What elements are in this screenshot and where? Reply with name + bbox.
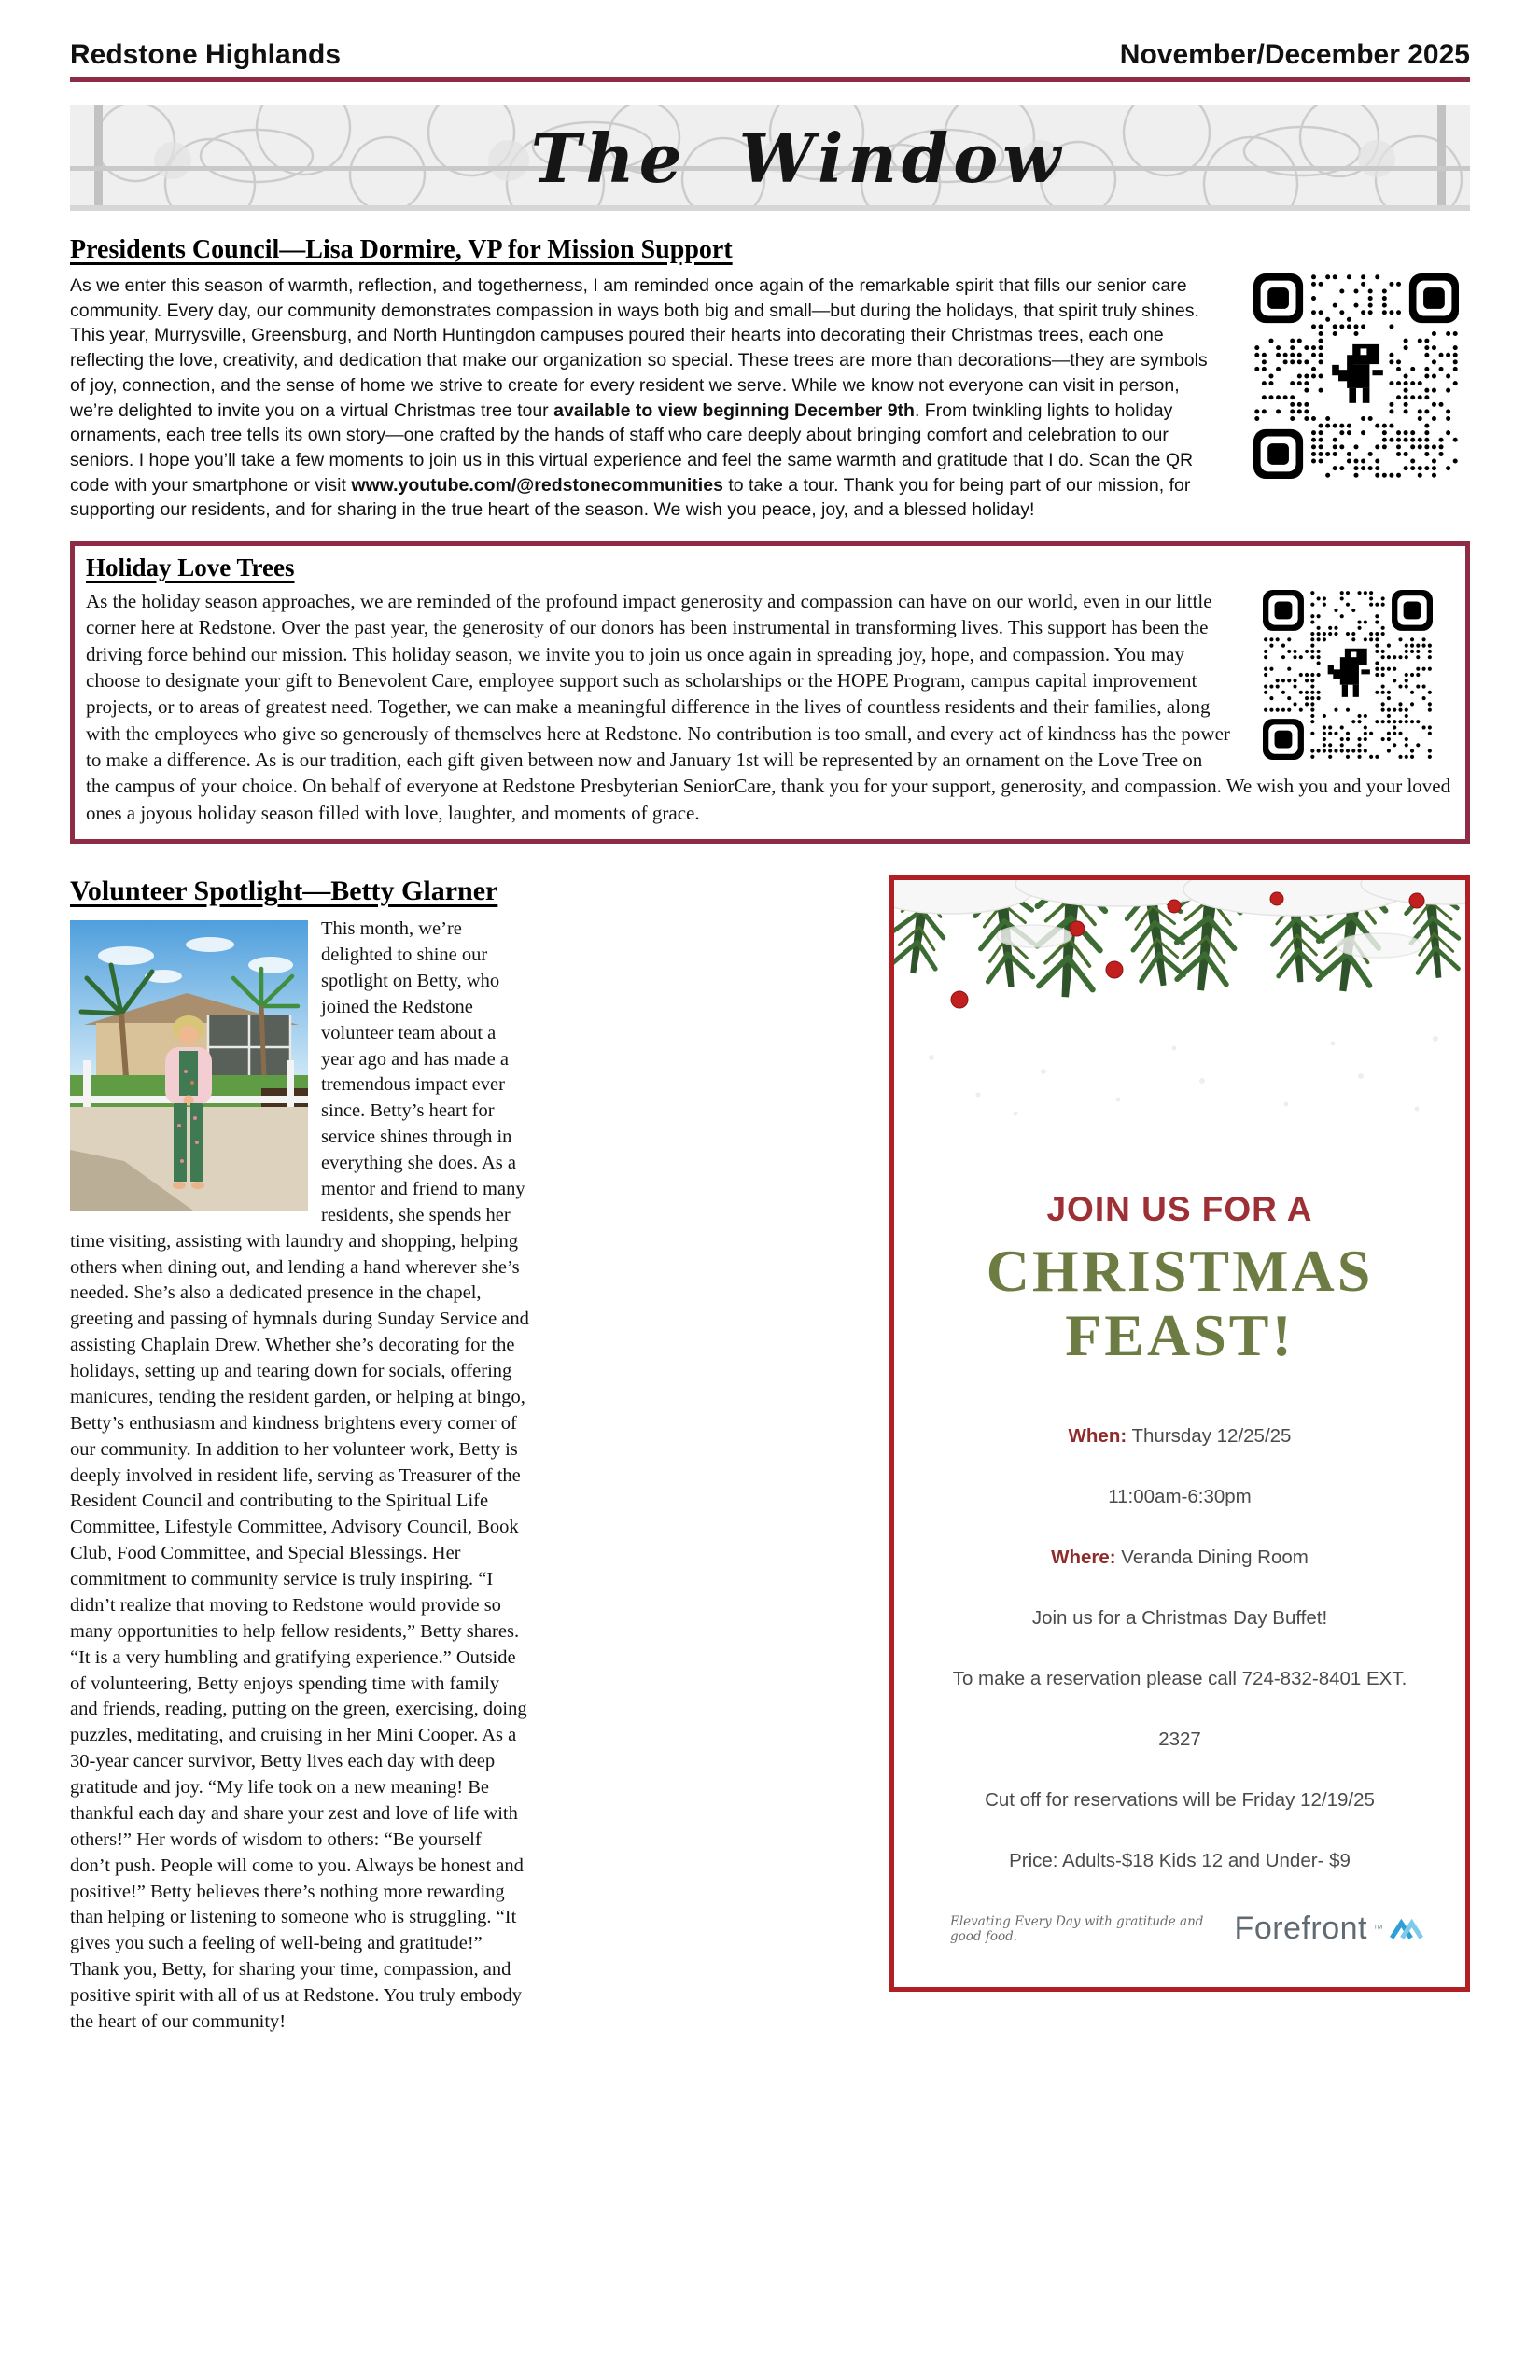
reservation-line: To make a reservation please call 724-832-8401 EXT. xyxy=(952,1668,1407,1690)
article-presidents-council xyxy=(70,235,1470,523)
when-line xyxy=(953,1425,1407,1448)
body-text: to take a tour. Thank you for being part of our mission, for supporting our residents, and for sharing in the true heart of the season. We wish you peace, joy, and a blessed holiday! xyxy=(70,474,1191,521)
article-heading: Volunteer Spotlight—Betty Glarner xyxy=(70,875,498,907)
forefront-logo xyxy=(1235,1911,1424,1947)
trademark-symbol: ™ xyxy=(1373,1923,1383,1935)
price-line: Price: Adults-$18 Kids 12 and Under- $9 xyxy=(1009,1850,1351,1872)
when-label: When: xyxy=(1068,1425,1127,1448)
where-value: Veranda Dining Room xyxy=(1115,1547,1309,1569)
buffet-line: Join us for a Christmas Day Buffet! xyxy=(1031,1607,1328,1630)
flyer-title-line2: FEAST! xyxy=(1065,1302,1295,1369)
where-label: Where: xyxy=(1051,1547,1116,1569)
qr-code-dinosaur-presidents xyxy=(1242,273,1470,479)
bold-tour-date: available to view beginning December 9th xyxy=(553,399,915,421)
masthead xyxy=(70,39,1470,71)
banner xyxy=(70,105,1470,211)
body-text: As we enter this season of warmth, reflection, and togetherness, I am reminded once again of the remarkable spirit that fills our senior care community. Every day, our community demonstrates compassion in ways both big and small—but during the holidays, that spirit truly shines. This year, Murrysville, Greensburg, and North Huntingdon campuses poured their hearts into decorating their Christmas trees, each one reflecting the love, creativity, and dedication that make our organization so special. These trees are more than decorations—they are symbols of joy, connection, and the sense of home we strive to create for every resident we serve. While we know not everyone can visit in person, we’re delighted to invite you on a virtual Christmas tree tour xyxy=(70,275,1208,421)
where-line xyxy=(953,1547,1407,1569)
flyer-title xyxy=(987,1239,1374,1367)
bottom-section xyxy=(70,875,1470,2036)
pine-garland-image xyxy=(894,880,1465,1140)
article-heading: Presidents Council—Lisa Dormire, VP for Mission Support xyxy=(70,235,733,264)
forefront-tagline: Elevating Every Day with gratitude and good food. xyxy=(950,1913,1204,1944)
issue-date: November/December 2025 xyxy=(1119,39,1470,70)
article-body: This month, we’re delighted to shine our spotlight on Betty, who joined the Redstone volunteer team about a year ago and has made a tremendous impact ever since. Betty’s heart for service shines through in everything she does. As a mentor and friend to many residents, she spends her time visiting, assisting with laundry and shopping, helping others when dining out, and lending a hand wherever she’s needed. She’s also a dedicated presence in the chapel, greeting and passing of hymnals during Sunday Service and assisting Chaplain Drew. Whether she’s decorating for the holidays, setting up and tearing down for socials, offering manicures, tending the resident garden, or helping at bingo, Betty’s enthusiasm and kindness brightens every corner of our community. In addition to her volunteer work, Betty is deeply involved in resident life, serving as Treasurer of the Resident Council and contributing to the Spiritual Life Committee, Lifestyle Committee, Advisory Council, Book Club, Food Committee, and Special Blessings. Her commitment to community service is truly inspiring. “I didn’t realize that moving to Redstone would provide so many opportunities to help fellow residents,” Betty shares. “It is a very humbling and gratifying experience.” Outside of volunteering, Betty enjoys spending time with family and friends, reading, putting on the green, exercising, doing puzzles, meditating, and cruising in her Mini Cooper. As a 30-year cancer survivor, Betty lives each day with deep gratitude and joy. “My life took on a new meaning! Be thankful each day and share your zest and love of life with others!” Her words of wisdom to others: “Be yourself—don’t push. People will come to you. Always be honest and positive!” Betty believes there’s nothing more rewarding than helping or listening to someone who is struggling. “It gives you such a feeling of well-being and gratitude!” Thank you, Betty, for sharing your time, compassion, and positive spirit with all of us at Redstone. You truly embody the heart of our community! xyxy=(70,918,529,2032)
qr-code-dinosaur-love-trees xyxy=(1243,590,1452,760)
cutoff-line: Cut off for reservations will be Friday 12/19/25 xyxy=(985,1789,1375,1812)
article-holiday-love-trees xyxy=(70,541,1470,844)
flyer-details xyxy=(953,1425,1407,1911)
masthead-rule xyxy=(70,77,1470,82)
body-text: . From twinkling lights to holiday ornaments, each tree tells its own story—one crafted by the hands of staff who care deeply about bringing comfort and celebration to our seniors. I hope you’ll take a few moments to join us in this virtual experience and feel the same warmth and gratitude that I do. Scan the QR code with your smartphone or visit xyxy=(70,399,1194,496)
publication-name: Redstone Highlands xyxy=(70,39,342,70)
when-value: Thursday 12/25/25 xyxy=(1127,1425,1292,1448)
extension-line: 2327 xyxy=(1158,1729,1201,1751)
christmas-feast-flyer xyxy=(889,875,1470,1992)
forefront-wordmark: Forefront xyxy=(1234,1911,1367,1947)
betty-photo xyxy=(70,920,308,1211)
double-chevron-icon xyxy=(1389,1916,1424,1942)
youtube-link[interactable]: www.youtube.com/@redstonecommunities xyxy=(351,474,723,496)
flyer-footer xyxy=(894,1911,1465,1992)
article-volunteer-spotlight xyxy=(70,875,529,2036)
article-heading: Holiday Love Trees xyxy=(86,553,295,582)
article-body: As the holiday season approaches, we are reminded of the profound impact generosity and compassion can have on our world, even in our little corner here at Redstone. Over the past year, the generosity of our donors has been instrumental in transforming lives. This support has been the driving force behind our mission. This holiday season, we invite you to join us once again in spreading joy, hope, and compassion. You may choose to designate your gift to Benevolent Care, employee support such as scholarships or the HOPE Program, campus capital improvement projects, or to areas of greatest need. Together, we can make a meaningful difference in the lives of countless residents and their families, along with the employees who give so generously of themselves here at Redstone. No contribution is too small, and every act of kindness has the power to make a difference. As is our tradition, each gift given between now and January 1st will be represented by an ornament on the Love Tree on the campus of your choice. On behalf of everyone at Redstone Presbyterian SeniorCare, thank you for your support, generosity, and compassion. We wish you and your loved ones a joyous holiday season filled with love, laughter, and moments of grace. xyxy=(86,590,1451,824)
flyer-kicker: JOIN US FOR A xyxy=(1046,1190,1313,1229)
time-line: 11:00am-6:30pm xyxy=(1108,1486,1252,1508)
flyer-title-line1: CHRISTMAS xyxy=(986,1238,1374,1305)
newsletter-title: The Window xyxy=(530,118,1066,198)
